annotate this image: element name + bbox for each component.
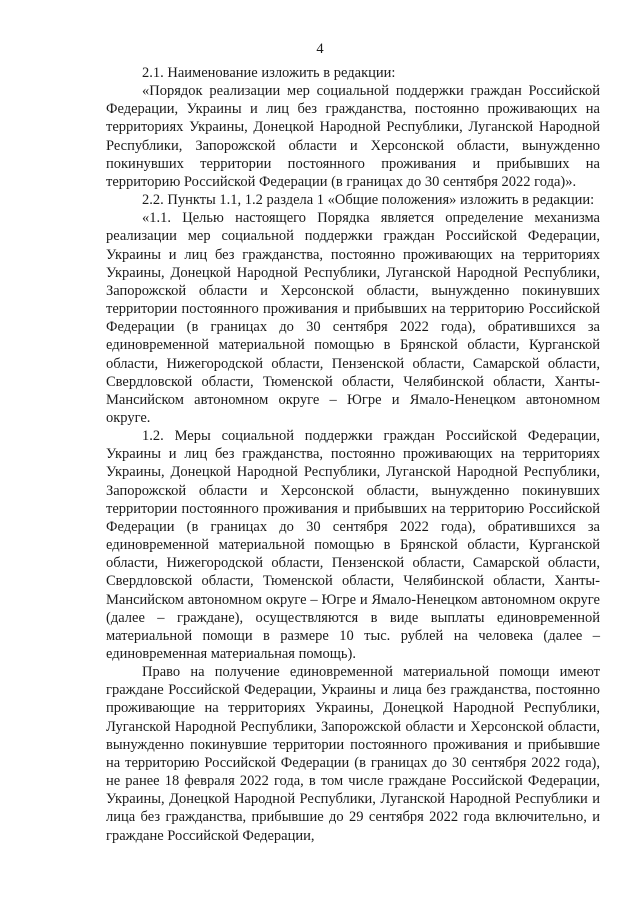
paragraph-1-1: «1.1. Целью настоящего Порядка является определение механизма реализации мер социальной поддержки граждан Российской Федерации, Украины и лиц без гражданства, постоянно проживающих на территориях Украины, Донецкой Народной Республики, Луганской Народной Республики, Запорожской области и Херсонской области, вынужденно покинувших территории постоянного проживания и прибывших на территорию Российской Федерации (в границах до 30 сентября 2022 года), обратившихся за единовременной материальной помощью в Брянской области, Курганской области, Нижегородской области, Пензенской области, Самарской области, Свердловской области, Тюменской области, Челябинской области, Ханты-Мансийском автономном округе – Югре и Ямало-Ненецком автономном округе. xyxy=(106,210,600,426)
paragraph-1-2: 1.2. Меры социальной поддержки граждан Российской Федерации, Украины и лиц без гражданства, постоянно проживающих на территориях Украины, Донецкой Народной Республики, Луганской Народной Республики, Запорожской области и Херсонской области, вынужденно покинувших территории постоянного проживания и прибывших на территорию Российской Федерации (в границах до 30 сентября 2022 года), обратившихся за единовременной материальной помощью в Брянской области, Курганской области, Нижегородской области, Пензенской области, Самарской области, Свердловской области, Тюменской области, Челябинской области, Ханты-Мансийском автономном округе – Югре и Ямало-Ненецком автономном округе (далее – граждане), осуществляются в виде выплаты единовременной материальной помощи в размере 10 тыс. рублей на человека (далее – единовременная материальная помощь). xyxy=(106,428,600,662)
paragraph-new-title: «Порядок реализации мер социальной поддержки граждан Российской Федерации, Украины и лиц без гражданства, постоянно проживающих на территориях Украины, Донецкой Народной Республики, Луганской Народной Республики, Запорожской области и Херсонской области, вынужденно покинувших территории постоянного проживания и прибывших на территорию Российской Федерации (в границах до 30 сентября 2022 года)». xyxy=(106,83,600,190)
paragraph-eligibility: Право на получение единовременной материальной помощи имеют граждане Российской Федерации, Украины и лица без гражданства, постоянно проживающие на территориях Украины, Донецкой Народной Республики, Луганской Народной Республики, Запорожской области и Херсонской области, вынужденно покинувшие территории постоянного проживания и прибывшие на территорию Российской Федерации (в границах до 30 сентября 2022 года), не ранее 18 февраля 2022 года, в том числе граждане Российской Федерации, Украины, Донецкой Народной Республики, Луганской Народной Республики и лица без гражданства, прибывшие до 29 сентября 2022 года включительно, и граждане Российской Федерации, xyxy=(106,664,600,844)
page-number: 4 xyxy=(316,41,324,57)
paragraph-2-2-heading: 2.2. Пункты 1.1, 1.2 раздела 1 «Общие положения» изложить в редакции: xyxy=(142,192,595,209)
paragraph-2-1-heading: 2.1. Наименование изложить в редакции: xyxy=(142,65,396,81)
document-body xyxy=(106,64,600,845)
